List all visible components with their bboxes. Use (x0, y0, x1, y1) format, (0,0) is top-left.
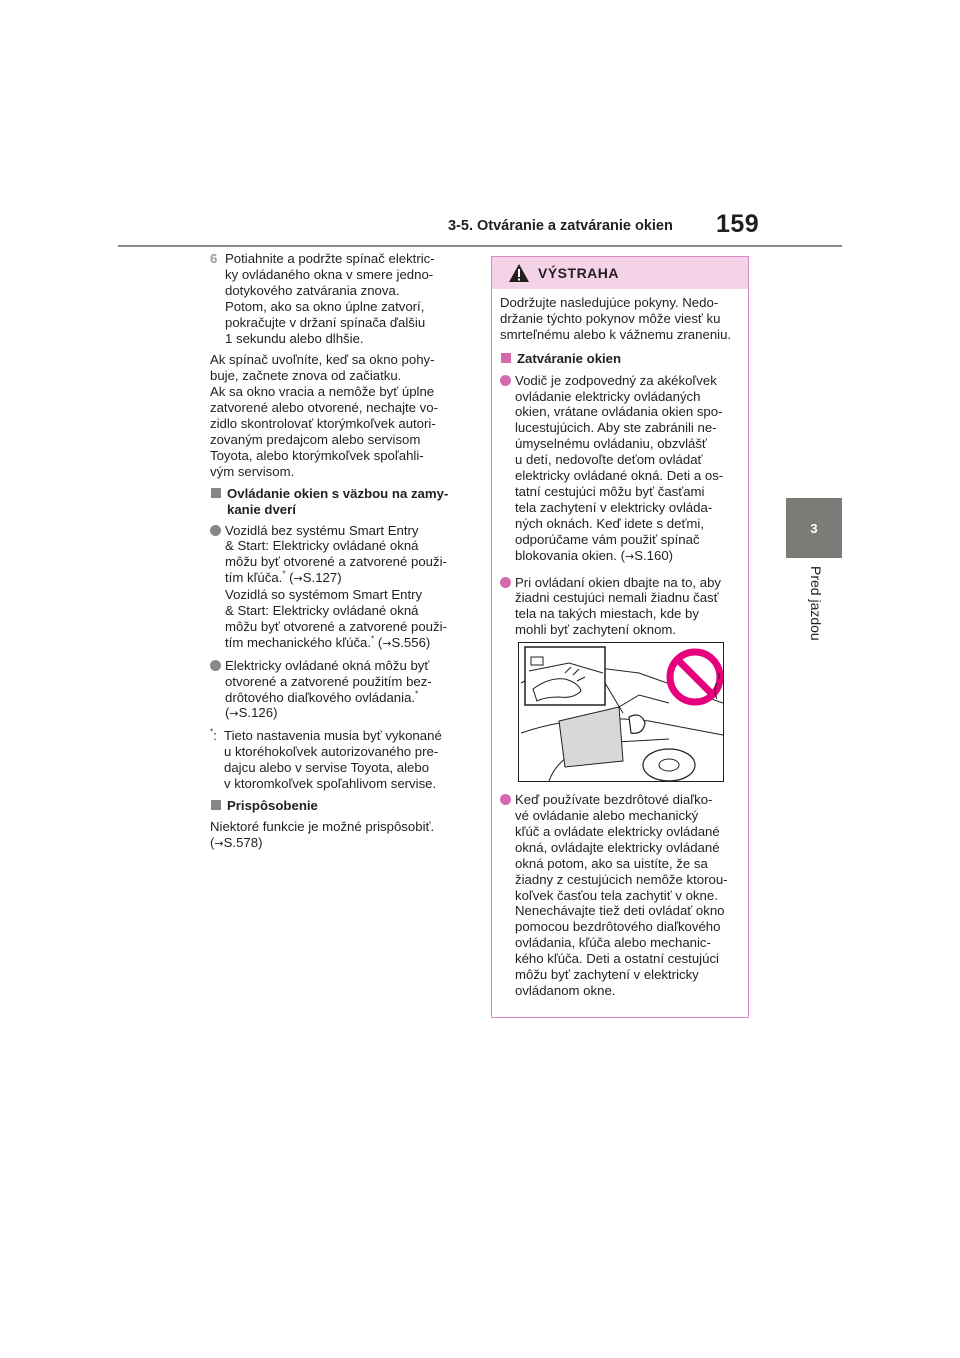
warning-section-heading (500, 351, 740, 367)
page-reference-link[interactable]: (→S.126) (225, 705, 278, 721)
text-line: žiadni cestujúci nemali žiadnu časť (515, 590, 719, 606)
asterisk-mark: * (415, 689, 419, 699)
text-line: tela na takých miestach, kde by (515, 606, 699, 622)
text-line: môžu byť otvorené a zatvorené použi- (225, 618, 447, 634)
text-line: ovládania, kľúča alebo mechanic- (515, 935, 711, 951)
text-line: Vozidlá so systémom Smart Entry (225, 587, 423, 603)
text-line: Niektoré funkcie je možné prispôsobiť. (210, 818, 435, 834)
text-line: dotykového zatvárania znova. (225, 282, 400, 298)
warning-intro (500, 295, 740, 343)
text-line: kanie dverí (227, 501, 296, 517)
section-header-title: 3-5. Otváranie a zatváranie okien (448, 218, 673, 234)
text-line: zovaným predajcom alebo servisom (210, 431, 421, 447)
text-line: ovládanie elektricky ovládaných (515, 388, 701, 404)
bullet-wireless-remote (210, 658, 472, 723)
page-number: 159 (716, 210, 760, 238)
text-line: vým servisom. (210, 463, 295, 479)
bullet-smart-entry (210, 523, 472, 652)
text-line: buje, začnete znova od začiatku. (210, 368, 402, 384)
round-bullet-icon (500, 375, 511, 386)
text-line: elektricky ovládané okná. Deti a os- (515, 468, 724, 484)
text-line (225, 570, 472, 587)
text-line: Pri ovládaní okien dbajte na to, aby (515, 574, 722, 590)
text-line: okien, vrátane ovládania okien spo- (515, 404, 723, 420)
warning-body (492, 289, 748, 999)
text-line: pomocou bezdrôtového diaľkového (515, 919, 721, 935)
text-line: Tieto nastavenia musia byť vykonané (224, 728, 442, 744)
text-line: mohli byť zachytení oknom. (515, 622, 677, 638)
text-line: kľúč a ovládate elektricky ovládané (515, 823, 720, 839)
bullet-body (225, 523, 472, 652)
header-rule (118, 245, 842, 247)
text-line: Zatváranie okien (517, 350, 622, 366)
text-line: smrteľnému alebo k vážnemu zraneniu. (500, 326, 732, 342)
bullet-body (515, 792, 740, 999)
text-line: zidlo skontrolovať ktorýmkoľvek autori- (210, 416, 436, 432)
paragraph-restart (210, 352, 472, 479)
warning-bullet-passengers (500, 575, 740, 639)
text-line: tatní cestujúci môžu byť časťami (515, 483, 705, 499)
text-line (515, 548, 740, 565)
bullet-body (515, 575, 740, 639)
asterisk-mark: * (282, 569, 286, 579)
round-bullet-icon (500, 577, 511, 588)
arrow-right-icon: → (214, 836, 224, 850)
page-reference-link[interactable]: →S.160) (624, 547, 674, 563)
text-line: Elektricky ovládané okná môžu byť (225, 657, 430, 673)
text-fragment: tím kľúča. (225, 570, 283, 586)
text-line: zatvorené alebo otvorené, nechajte vo- (210, 400, 438, 416)
arrow-right-icon: → (293, 572, 303, 586)
square-bullet-icon (211, 488, 221, 498)
text-line (225, 635, 472, 652)
text-line: lucestujúcich. Aby ste zabránili ne- (515, 420, 717, 436)
text-line: Dodržujte nasledujúce pokyny. Nedo- (500, 295, 719, 310)
text-line: vé ovládanie alebo mechanický (515, 808, 699, 824)
chapter-side-label: Pred jazdou (808, 566, 824, 641)
paragraph-customization (210, 819, 472, 852)
step-text (225, 251, 472, 346)
text-line: Vozidlá bez systému Smart Entry (225, 522, 419, 538)
bullet-body (225, 658, 472, 723)
warning-illustration (518, 642, 724, 782)
arrow-right-icon: → (382, 636, 392, 650)
page-reference-link[interactable]: (→S.556) (377, 634, 431, 650)
warning-box (491, 256, 749, 1018)
chapter-number: 3 (810, 520, 818, 536)
round-bullet-icon (210, 660, 221, 671)
text-line: držanie týchto pokynov môže viesť ku (500, 310, 721, 326)
text-line: Ovládanie okien s väzbou na zamy- (227, 485, 449, 501)
square-bullet-icon (501, 353, 511, 363)
text-line: ných oknách. Keď idete s deťmi, (515, 515, 704, 531)
footnote-mark: *: (210, 727, 217, 744)
text-line: u ktoréhokoľvek autorizovaného pre- (224, 744, 439, 760)
step-6 (210, 251, 472, 346)
window-pinch-illustration (519, 643, 723, 781)
section-heading-customization (210, 798, 472, 814)
text-fragment: tím mechanického kľúča. (225, 634, 372, 650)
text-line: ovládanom okne. (515, 983, 616, 998)
arrow-right-icon: → (624, 549, 635, 563)
text-line: & Start: Elektricky ovládané okná (225, 603, 419, 619)
section-heading-door-lock (210, 486, 472, 518)
text-line: pokračujte v držaní spínača ďalšiu (225, 314, 426, 330)
square-bullet-icon (211, 800, 221, 810)
text-line: Potiahnite a podržte spínač elektric- (225, 251, 435, 266)
text-line: môžu byť otvorené a zatvorené použi- (225, 554, 447, 570)
footnote (210, 728, 472, 792)
warning-bullet-driver (500, 373, 740, 565)
step-number: 6 (210, 251, 218, 266)
text-line: u detí, nedovoľte deťom ovládať (515, 452, 703, 468)
warning-triangle-icon (508, 263, 530, 283)
text-line: koľvek časťou tela zachytiť v okne. (515, 887, 718, 903)
text-line: otvorené a zatvorené použitím bez- (225, 673, 432, 689)
text-line: Ak sa okno vracia a nemôže byť úplne (210, 384, 435, 400)
warning-title: VÝSTRAHA (538, 265, 620, 281)
arrow-right-icon: → (229, 707, 239, 721)
text-line: dajcu alebo v servise Toyota, alebo (224, 760, 430, 776)
chapter-side-tab[interactable] (786, 498, 842, 558)
text-line (225, 690, 472, 706)
text-line: 1 sekundu alebo dlhšie. (225, 330, 364, 346)
text-line: okná, ovládajte elektricky ovládané (515, 839, 720, 855)
text-line: úmyselnému ovládaniu, obzvlášť (515, 436, 707, 452)
text-fragment: drôtového diaľkového ovládania. (225, 689, 416, 705)
text-line: odporúčame vám použiť spínač (515, 531, 700, 547)
text-line: kého kľúča. Deti a ostatní cestujúci (515, 951, 719, 967)
warning-bullet-remote (500, 792, 740, 999)
text-line: & Start: Elektricky ovládané okná (225, 538, 419, 554)
round-bullet-icon (210, 525, 221, 536)
text-fragment: blokovania okien. ( (515, 547, 625, 563)
text-line: Potom, ako sa okno úplne zatvorí, (225, 298, 425, 314)
text-line: Vodič je zodpovedný za akékoľvek (515, 372, 717, 388)
text-line: ky ovládaného okna v smere jedno- (225, 266, 434, 282)
text-line: okná potom, ako sa uistíte, že sa (515, 855, 708, 871)
text-line: žiadny z cestujúcich nemôže ktorou- (515, 871, 728, 887)
text-line: Ak spínač uvoľníte, keď sa okno pohy- (210, 352, 435, 368)
bullet-body (515, 373, 740, 565)
left-column (210, 251, 472, 852)
page-reference-link[interactable]: (→S.127) (289, 570, 342, 586)
text-line: tela zachytení v elektricky ovláda- (515, 499, 713, 515)
text-line: Keď používate bezdrôtové diaľko- (515, 792, 713, 808)
text-line: Nenechávajte tiež deti ovládať okno (515, 903, 725, 919)
text-line: Toyota, alebo ktorýmkoľvek spoľahli- (210, 447, 424, 463)
text-line: môžu byť zachytení v elektricky (515, 967, 699, 983)
page-reference-link[interactable]: (→S.578) (210, 834, 263, 850)
asterisk-mark: * (371, 634, 375, 644)
text-line: v ktoromkoľvek spoľahlivom servise. (224, 776, 437, 792)
round-bullet-icon (500, 794, 511, 805)
warning-header (492, 257, 748, 289)
text-line: Prispôsobenie (227, 798, 318, 813)
